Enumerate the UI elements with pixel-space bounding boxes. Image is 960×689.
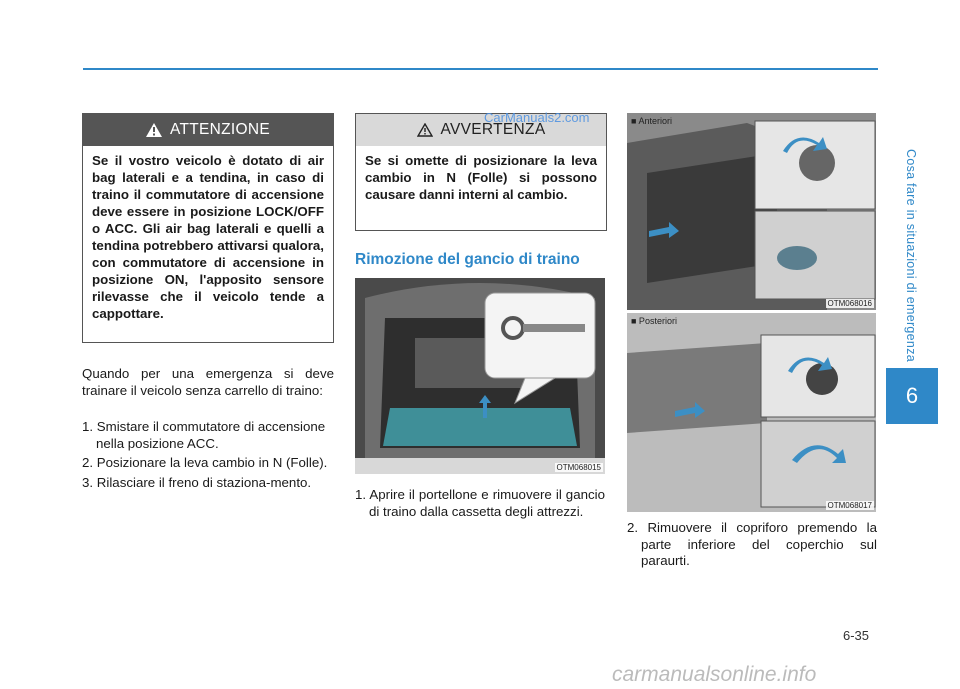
footer-watermark: carmanualsonline.info (612, 663, 817, 686)
cargo-illustration (355, 278, 605, 474)
rear-bumper-figure (627, 313, 876, 512)
warning-title: AVVERTENZA (440, 121, 546, 138)
list-item: 2. Posizionare la leva cambio in N (Folle). (82, 455, 328, 470)
chapter-tab: 6 (886, 368, 938, 424)
step-middle: 1. Aprire il portellone e rimuovere il gancio di traino dalla cassetta degli attrezzi. (355, 487, 605, 519)
header-rule (83, 68, 878, 70)
figure-label: ■ Posteriori (631, 316, 677, 326)
warning-text: Se si omette di posizionare la leva cambio in N (Folle) si possono causare danni interni al cambio. (365, 153, 597, 202)
front-bumper-figure (627, 113, 876, 310)
caution-title: ATTENZIONE (169, 121, 271, 138)
front-bumper-illustration (627, 113, 876, 310)
rear-bumper-illustration (627, 313, 876, 512)
caution-header (83, 114, 333, 146)
chapter-side-title: Cosa fare in situazioni di emergenza (904, 148, 918, 362)
caution-box (82, 113, 334, 343)
watermark: CarManuals2.com (484, 110, 590, 125)
caution-text: Se il vostro veicolo è dotato di air bag laterali e a tendina, in caso di traino il commutatore di accensione deve essere in posizione LOCK/OFF o ACC. Gli air bag laterali e quelli a tendina potrebbero attivarsi qualora, con commutatore di accensione in posizione ON, l'apposito sensore rilevasse che il veicolo tende a cappottare. (92, 153, 324, 321)
figure-code: OTM068015 (556, 463, 601, 472)
warning-icon (417, 123, 433, 137)
steps-list-left (82, 419, 334, 494)
figure-code: OTM068016 (827, 299, 872, 308)
figure-label: ■ Anteriori (631, 116, 672, 126)
intro-paragraph: Quando per una emergenza si deve trainare il veicolo senza carrello di traino: (82, 366, 334, 398)
warning-box (355, 113, 607, 231)
step-right: 2. Rimuovere il copriforo premendo la parte inferiore del coperchio sul paraurti. (627, 520, 877, 568)
cargo-area-figure (355, 278, 605, 474)
figure-code: OTM068017 (827, 501, 872, 510)
page-number: 6-35 (843, 628, 870, 643)
section-heading: Rimozione del gancio di traino (355, 251, 580, 268)
list-item: 1. Smistare il commutatore di accensione nella posizione ACC. (82, 419, 326, 451)
warning-icon (146, 123, 162, 137)
list-item: 3. Rilasciare il freno di staziona-mento. (82, 474, 312, 490)
